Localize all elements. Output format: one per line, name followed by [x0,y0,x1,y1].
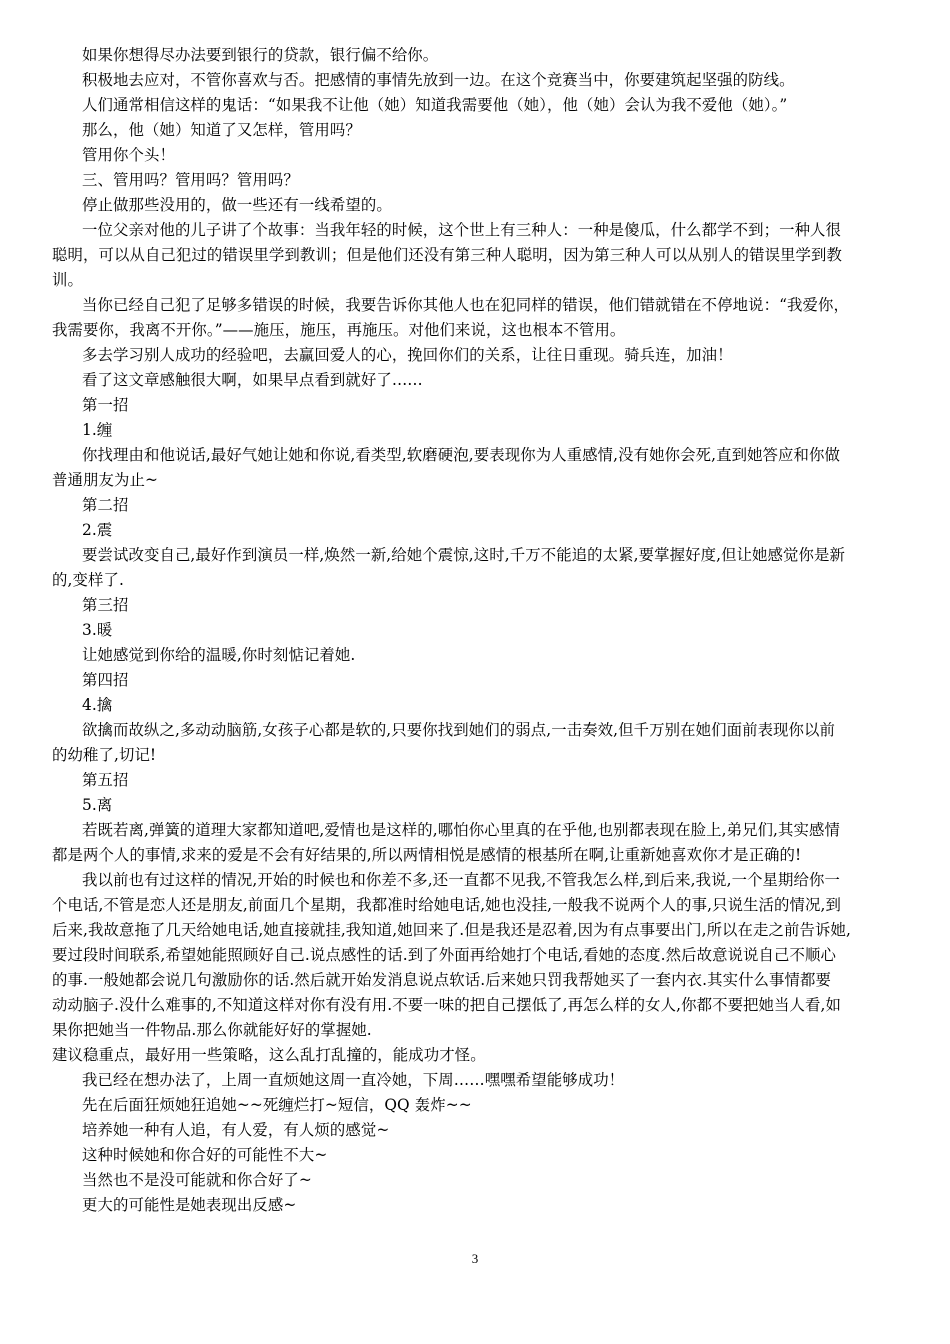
text-line: 人们通常相信这样的鬼话：“如果我不让他（她）知道我需要他（她），他（她）会认为我不爱他（她）。” [82,96,788,114]
move-heading: 第三招 [82,596,129,614]
text-line: 若既若离,弹簧的道理大家都知道吧,爱情也是这样的,哪怕你心里真的在乎他,也别都表现在脸上,弟兄们,其实感情 [82,821,841,839]
text-line: 那么，他（她）知道了又怎样，管用吗？ [82,121,361,139]
text-line: 停止做那些没用的，做一些还有一线希望的。 [82,196,392,214]
text-line: 果你把她当一件物品.那么你就能好好的掌握她. [52,1021,372,1039]
text-line: 让她感觉到你给的温暖,你时刻惦记着她. [82,646,356,664]
text-line: 当你已经自己犯了足够多错误的时候，我要告诉你其他人也在犯同样的错误，他们错就错在不停地说：“我爱你， [82,296,850,314]
move-heading: 第一招 [82,396,129,414]
text-line: 我已经在想办法了，上周一直烦她这周一直冷她，下周……嘿嘿希望能够成功！ [82,1071,625,1089]
text-line: 都是两个人的事情,求来的爱是不会有好结果的,所以两情相悦是感情的根基所在啊,让重新她喜欢你才是正确的! [52,846,802,864]
text-line: 欲擒而故纵之,多动动脑筋,女孩子心都是软的,只要你找到她们的弱点,一击奏效,但千万别在她们面前表现你以前 [82,721,836,739]
text-line: 的,变样了. [52,571,124,589]
text-line: 要尝试改变自己,最好作到演员一样,焕然一新,给她个震惊,这时,千万不能追的太紧,要掌握好度,但让她感觉你是新 [82,546,846,564]
page-number: 3 [471,1251,479,1266]
move-title: 5.离 [82,796,113,814]
text-line: 聪明，可以从自己犯过的错误里学到教训；但是他们还没有第三种人聪明，因为第三种人可以从别人的错误里学到教 [52,246,843,264]
text-line: 积极地去应对，不管你喜欢与否。把感情的事情先放到一边。在这个竞赛当中，你要建筑起坚强的防线。 [82,71,795,89]
text-line: 这种时候她和你合好的可能性不大~ [82,1146,328,1164]
text-line: 的事.一般她都会说几句激励你的话.然后就开始发消息说点软话.后来她只罚我帮她买了一套内衣.其实什么事情都要 [52,971,832,989]
text-line: 如果你想得尽办法要到银行的贷款，银行偏不给你。 [82,46,439,64]
move-heading: 第四招 [82,671,129,689]
text-line: 建议稳重点，最好用一些策略，这么乱打乱撞的，能成功才怪。 [52,1046,486,1064]
text-line: 看了这文章感触很大啊，如果早点看到就好了…… [82,371,423,389]
text-line: 多去学习别人成功的经验吧，去赢回爱人的心，挽回你们的关系，让往日重现。骑兵连，加油！ [82,346,733,364]
move-title: 3.暖 [82,621,113,639]
text-line: 管用你个头！ [82,146,175,164]
move-title: 4.擒 [82,696,113,714]
move-heading: 第五招 [82,771,129,789]
move-title: 1.缠 [82,421,113,439]
text-line: 更大的可能性是她表现出反感~ [82,1196,297,1214]
text-line: 当然也不是没可能就和你合好了~ [82,1171,312,1189]
text-line: 个电话,不管是恋人还是朋友,前面几个星期，我都准时给她电话,她也没挂,一般我不说两个人的事,只说生活的情况,到 [52,896,841,914]
move-title: 2.震 [82,521,113,539]
text-line: 后来,我故意拖了几天给她电话,她直接就挂,我知道,她回来了.但是我还是忍着,因为有点事要出门,所以在走之前告诉她, [52,921,851,939]
text-line: 普通朋友为止~ [52,471,158,489]
move-heading: 第二招 [82,496,129,514]
text-line: 的幼稚了,切记! [52,746,157,764]
text-line: 我需要你，我离不开你。”——施压，施压，再施压。对他们来说，这也根本不管用。 [52,321,626,339]
text-line: 一位父亲对他的儿子讲了个故事：当我年轻的时候，这个世上有三种人：一种是傻瓜，什么都学不到；一种人很 [82,221,842,239]
text-line: 训。 [52,271,83,289]
text-line: 动动脑子.没什么难事的,不知道这样对你有没有用.不要一味的把自己摆低了,再怎么样的女人,你都不要把她当人看,如 [52,996,841,1014]
text-line: 先在后面狂烦她狂追她~~死缠烂打~短信，QQ 轰炸~~ [82,1096,472,1114]
text-line: 你找理由和他说话,最好气她让她和你说,看类型,软磨硬泡,要表现你为人重感情,没有她你会死,直到她答应和你做 [82,446,841,464]
text-line: 培养她一种有人追，有人爱，有人烦的感觉~ [82,1121,390,1139]
text-line: 要过段时间联系,希望她能照顾好自己.说点感性的话.到了外面再给她打个电话,看她的态度.然后故意说说自己不顺心 [52,946,837,964]
text-line: 我以前也有过这样的情况,开始的时候也和你差不多,还一直都不见我,不管我怎么样,到后来,我说,一个星期给你一 [82,871,841,889]
section-heading: 三、管用吗？管用吗？管用吗？ [82,171,299,189]
